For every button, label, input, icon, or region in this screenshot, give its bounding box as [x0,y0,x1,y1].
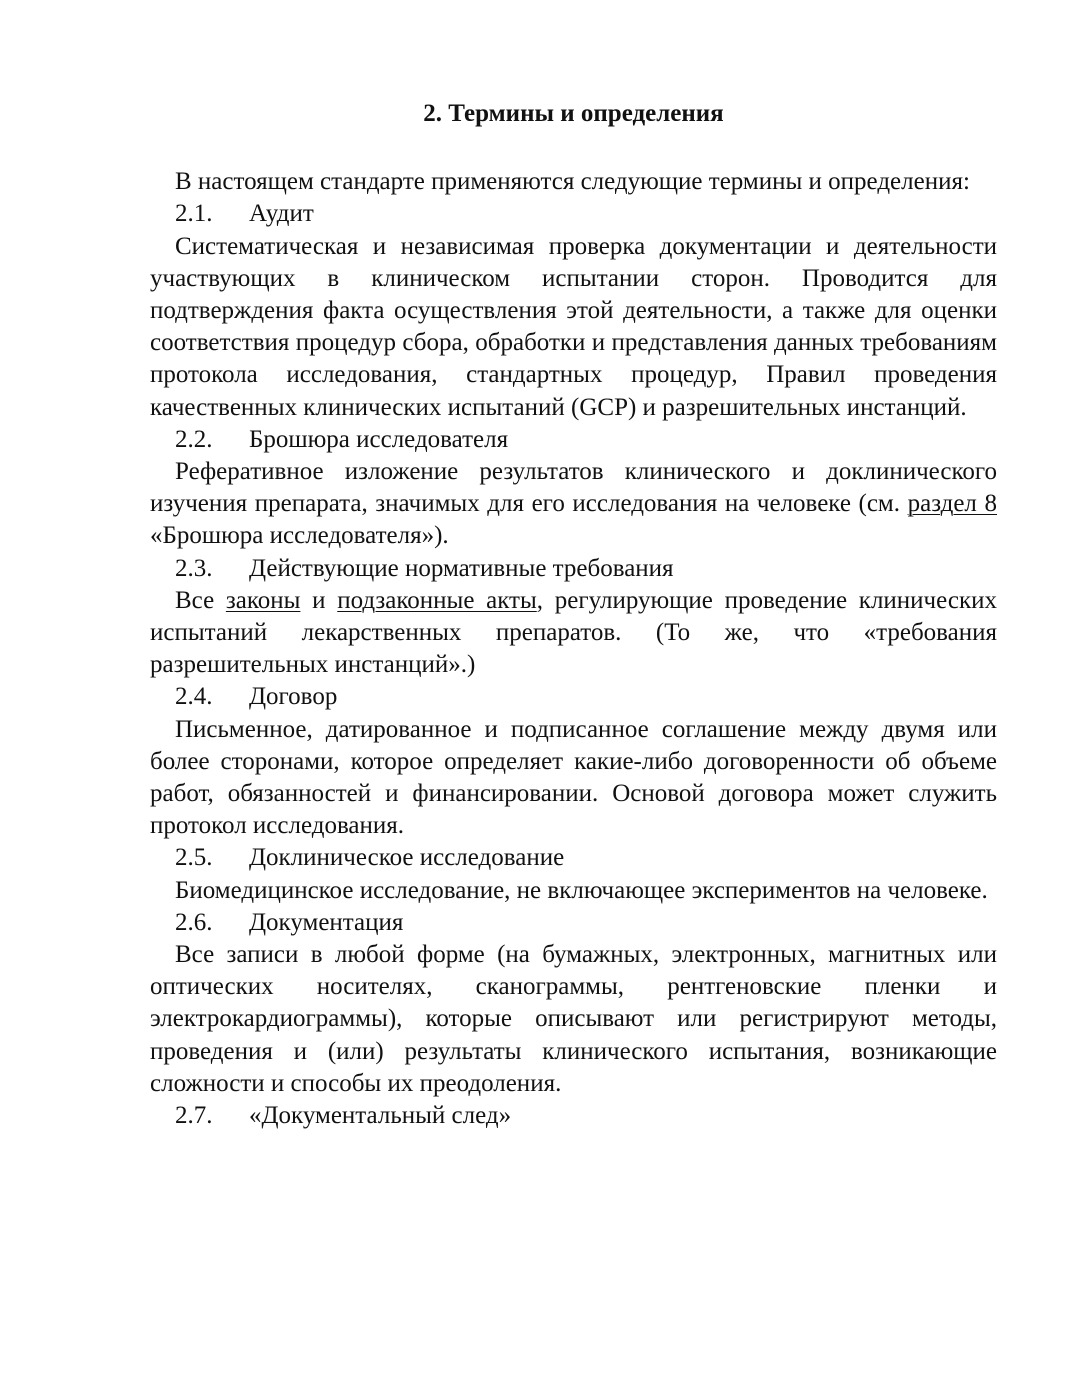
definition-text: , регулирующие проведение клинических испытаний лекарственных препаратов. (То же, что «требования разрешительных инстанций».) [150,586,997,679]
term-number: 2.1. [175,200,213,228]
term-definition: Биомедицинское исследование, не включающее экспериментов на человеке. [175,876,988,904]
laws-link[interactable]: законы [225,586,301,614]
section-8-link[interactable]: раздел 8 [907,490,997,518]
term-heading [150,1100,997,1132]
term-name: Брошюра исследователя [249,425,509,453]
term-number: 2.7. [175,1102,213,1130]
term-name: Доклиническое исследование [249,844,565,872]
term-definition: Письменное, датированное и подписанное соглашение между двумя или более сторонами, которое определяет какие-либо договоренности об объеме работ, обязанностей и финансировании. Основой договора может служить протокол исследования. [150,715,997,840]
term-name: «Документальный след» [249,1102,512,1130]
term-heading [150,842,997,874]
term-name: Действующие нормативные требования [249,554,674,582]
definition-text: Все [175,586,226,614]
definition-text: и [300,586,338,614]
term-definition: Все записи в любой форме (на бумажных, электронных, магнитных или оптических носителях, сканограммы, рентгеновские пленки и электрокардиограммы), которые описывают или регистрируют методы, проведения и (или) результаты клинического испытания, возникающие сложности и способы их преодоления. [150,941,997,1097]
section-title: 2. Термины и определения [423,100,724,127]
term-name: Документация [249,908,404,936]
term-heading [150,681,997,713]
term-heading [150,424,997,456]
term-heading [150,907,997,939]
term-number: 2.2. [175,425,213,453]
term-heading [150,198,997,230]
term-definition: Систематическая и независимая проверка документации и деятельности участвующих в клиническом испытании сторон. Проводится для подтверждения факта осуществления этой деятельности, а также для оценки соответствия процедур сбора, обработки и представления данных требованиям протокола исследования, стандартных процедур, Правил проведения качественных клинических испытаний (GCP) и разрешительных инстанций. [150,232,997,421]
term-number: 2.3. [175,554,213,582]
definition-text: «Брошюра исследователя»). [150,522,449,550]
term-heading [150,553,997,585]
definition-text: Реферативное изложение результатов клинического и доклинического изучения препарата, значимых для его исследования на человеке (см. [150,458,997,518]
term-name: Аудит [249,200,314,228]
bylaws-link[interactable]: подзаконные акты [337,586,537,614]
term-definition [150,585,997,682]
term-number: 2.4. [175,683,213,711]
section-intro: В настоящем стандарте применяются следующие термины и определения: [175,168,970,196]
term-number: 2.6. [175,908,213,936]
term-definition [150,456,997,553]
document-page [150,98,997,1132]
term-number: 2.5. [175,844,213,872]
term-name: Договор [249,683,338,711]
